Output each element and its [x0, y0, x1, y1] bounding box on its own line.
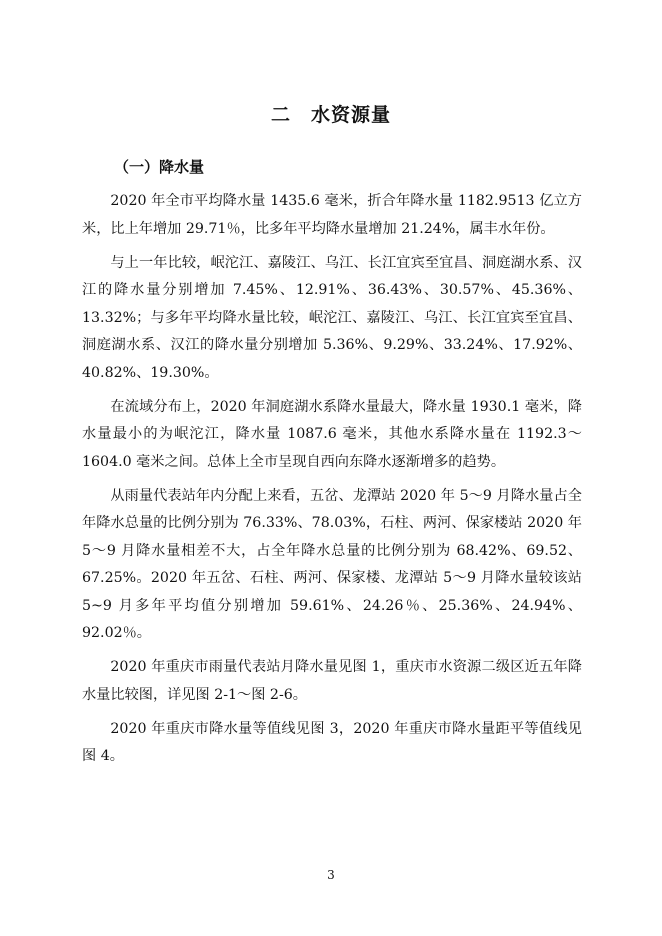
paragraph-basin-comparison: 与上一年比较，岷沱江、嘉陵江、乌江、长江宜宾至宜昌、洞庭湖水系、汉江的降水量分别增加 7.45%、12.91%、36.43%、30.57%、45.36%、13.32%；与多年平均降水量比较，岷沱江、嘉陵江、乌江、长江宜宾至宜昌、洞庭湖水系、汉江的降水量分别增加 5.36%、9.29%、33.24%、17.92%、40.82%、19.30%。: [82, 254, 582, 381]
paragraph-basin-distribution: 在流域分布上，2020 年洞庭湖水系降水量最大，降水量 1930.1 毫米，降水量最小的为岷沱江，降水量 1087.6 毫米，其他水系降水量在 1192.3～1604.0 毫米之间。总体上全市呈现自西向东降水逐渐增多的趋势。: [82, 398, 582, 470]
paragraph-annual-precipitation: 2020 年全市平均降水量 1435.6 毫米，折合年降水量 1182.9513 亿立方米，比上年增加 29.71％，比多年平均降水量增加 21.24%，属丰水年份。: [82, 193, 582, 237]
paragraph-figure-ref-2: 2020 年重庆市降水量等值线见图 3，2020 年重庆市降水量距平等值线见图 4。: [82, 720, 582, 764]
chapter-title: 二 水资源量: [270, 104, 391, 126]
page-number: 3: [327, 868, 335, 882]
paragraph-station-distribution: 从雨量代表站年内分配上来看，五岔、龙潭站 2020 年 5～9 月降水量占全年降水总量的比例分别为 76.33%、78.03%，石柱、两河、保家楼站 2020 年 5～9 月降水量相差不大，占全年降水总量的比例分别为 68.42%、69.52、67.25%。2020 年五岔、石柱、两河、保家楼、龙潭站 5～9 月降水量较该站 5~9 月多年平均值分别增加 59.61%、24.26％、25.36%、24.94%、92.02％。: [82, 487, 582, 641]
paragraph-figure-ref-1: 2020 年重庆市雨量代表站月降水量见图 1，重庆市水资源二级区近五年降水量比较图，详见图 2-1～图 2-6。: [82, 659, 582, 703]
body-text: [82, 188, 582, 777]
section-title: （一）降水量: [114, 158, 205, 176]
